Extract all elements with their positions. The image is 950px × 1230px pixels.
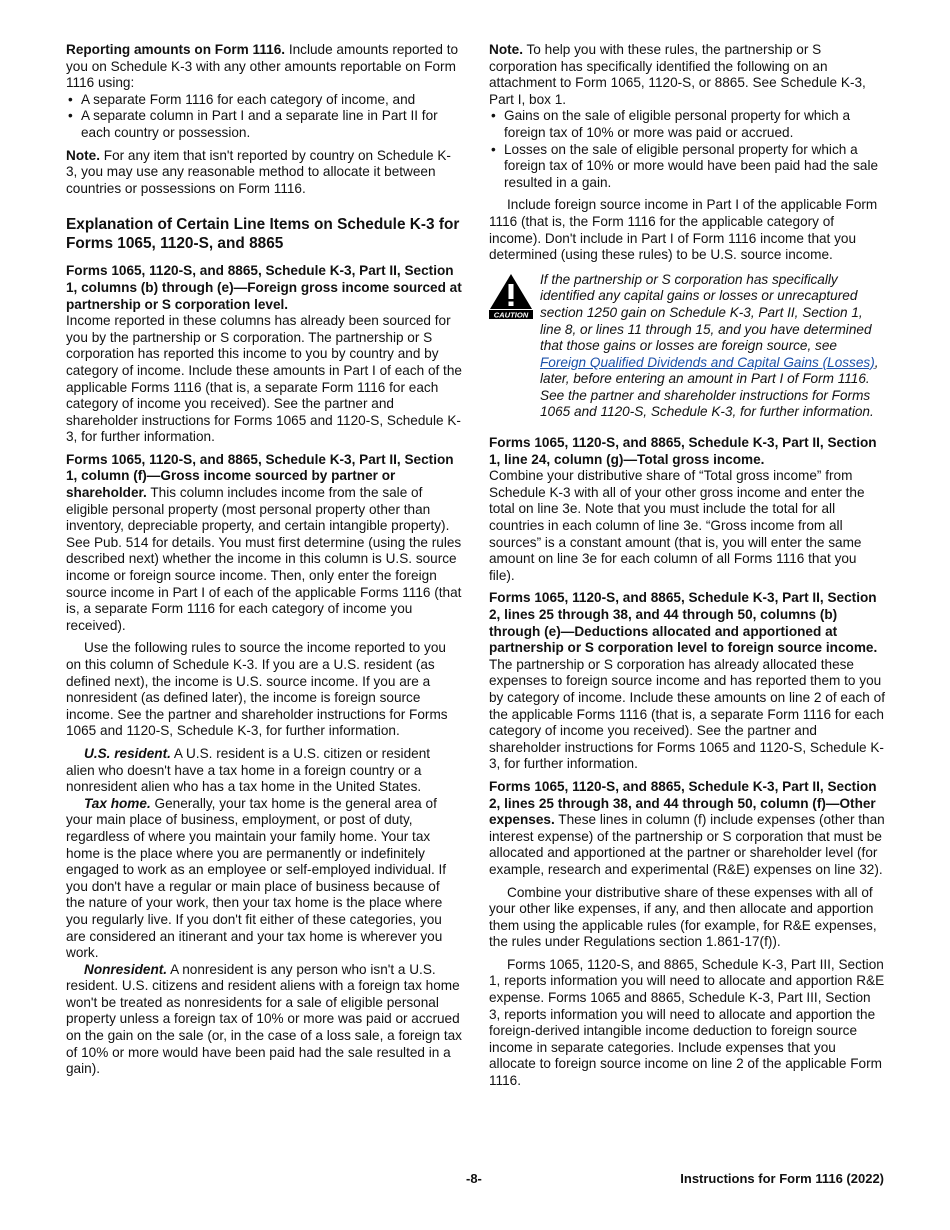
paragraph-text: Include amounts reported to you on Schedule K-3 with any other amounts reportable on Form 1116 using: <box>66 42 459 91</box>
definition-nonresident <box>66 962 462 1078</box>
definition-text: Generally, your tax home is the general area of your main place of business, employment, or post of duty, regardless of where you maintain your family home. Your tax home is the place where you are permanently or indefinitely engaged to work as an employee or self-employed individual. If you don't have a regular or main place of business because of the nature of your work, then your tax home is the place where you regularly live. If you don't fit either of these categories, you are considered an itinerant and your tax home is wherever you work. <box>66 795 447 961</box>
right-column <box>489 42 885 1096</box>
caution-box <box>489 272 885 421</box>
list-item: • Losses on the sale of eligible personal property for which a foreign tax of 10% or more would have been paid had the sale resulted in a gain. <box>489 142 885 192</box>
paragraph-k3-part2-sec1-cols-b-e <box>66 263 462 446</box>
foreign-qualified-dividends-link[interactable]: Foreign Qualified Dividends and Capital Gains (Losses) <box>540 354 875 370</box>
note-paragraph <box>66 148 462 198</box>
paragraph-sourcing-rules: Use the following rules to source the income reported to you on this column of Schedule K-3. If you are a U.S. resident (as defined next), the income is U.S. source income. If you are a nonresident (as defined later), the income is foreign source income. See the partner and shareholder instructions for Forms 1065 and 1120-S, Schedule K-3, for further information. <box>66 640 448 739</box>
section-heading: Explanation of Certain Line Items on Schedule K-3 for Forms 1065, 1120-S, and 8865 <box>66 216 460 253</box>
caution-text-part: , later, before entering an amount in Part I of Form 1116. See the partner and shareholder instructions for Forms 1065 and 1120-S, Schedule K-3, for further information. <box>540 354 879 420</box>
paragraph-part3-info: Forms 1065, 1120-S, and 8865, Schedule K-3, Part III, Section 1, reports information you will need to allocate and apportion R&E expense. Forms 1065 and 8865, Schedule K-3, Part III, Section 3, reports information you will need to allocate and apportion the foreign-derived intangible income deduction to foreign source income in separate categories. Include expenses that you allocate to foreign source income on line 2 of the applicable Form 1116. <box>489 956 885 1089</box>
note-paragraph <box>489 42 885 108</box>
page-number: -8- <box>466 1171 482 1186</box>
paragraph-combine-expenses: Combine your distributive share of these expenses with all of your other like expenses, if any, and then allocate and apportion them using the applicable rules (for example, for R&E expenses, the rules under Regulations section 1.861-17(f)). <box>489 884 877 950</box>
paragraph-text: The partnership or S corporation has already allocated these expenses to foreign source income and has reported them to you by category of income. Include these amounts on line 2 of each of the applicable Forms 1116 (that is, a separate Form 1116 for each category of income you received). See the partner and shareholder instructions for Forms 1065 and 1120-S, Schedule K-3, for further information. <box>489 656 885 772</box>
paragraph-k3-sec2-col-f <box>489 779 885 879</box>
run-in-heading: Reporting amounts on Form 1116. <box>66 42 286 57</box>
definition-us-resident <box>66 746 462 796</box>
bullet-list <box>489 108 885 191</box>
paragraph-reporting-amounts <box>66 42 462 92</box>
definition-tax-home <box>66 796 462 962</box>
run-in-heading: Forms 1065, 1120-S, and 8865, Schedule K-3, Part II, Section 2, lines 25 through 38, and 44 through 50, columns (b) through (e)—Deductions allocated and apportioned at partnership or S corporation level to foreign source income. <box>489 590 878 656</box>
run-in-heading: Forms 1065, 1120-S, and 8865, Schedule K-3, Part II, Section 1, column (f)—Gross income sourced by partner or shareholder. <box>66 451 454 501</box>
paragraph-text: Combine your distributive share of “Total gross income” from Schedule K-3 with all of your other gross income and enter the total on line 3e. Note that you must include the total for all countries in each column of line 3e. “Gross income from all sources” is a constant amount (that is, you will enter the same amount on line 3e for each column of all Forms 1116 that you file). <box>489 468 865 583</box>
run-in-heading: Forms 1065, 1120-S, and 8865, Schedule K-3, Part II, Section 1, line 24, column (g)—Total gross income. <box>489 435 877 467</box>
paragraph-text: Income reported in these columns has already been sourced for you by the partnership or S corporation. The partnership or S corporation has reported this income to you by country and by category of income. Include these amounts in Part I of each of the applicable Forms 1116 (that is, a separate Form 1116 for each category of income you received). See the partner and shareholder instructions for Forms 1065 and 1120-S, Schedule K-3, for further information. <box>66 313 462 445</box>
note-text: For any item that isn't reported by country on Schedule K-3, you may use any reasonable method to allocate it between countries or possessions on Form 1116. <box>66 147 451 196</box>
paragraph-k3-part2-sec1-col-f <box>66 452 462 635</box>
bullet-list <box>66 92 462 142</box>
caution-label: CAUTION <box>493 310 529 319</box>
paragraph-k3-line24-col-g <box>489 435 885 584</box>
left-column <box>66 42 462 1084</box>
footer-title: Instructions for Form 1116 (2022) <box>680 1171 884 1186</box>
paragraph-include-foreign-source: Include foreign source income in Part I of the applicable Form 1116 (that is, the Form 1116 for the applicable category of income). Don't include in Part I of Form 1116 income that you determined (using these rules) to be U.S. source income. <box>489 197 878 263</box>
caution-text-part: If the partnership or S corporation has specifically identified any capital gains or losses or unrecaptured section 1250 gain on Schedule K-3, Part II, Section 1, line 8, or lines 11 through 15, and you have determined that those gains or losses are foreign source, see <box>540 271 872 354</box>
term-label: Tax home. <box>84 795 151 811</box>
note-label: Note. <box>66 147 100 163</box>
caution-text <box>540 272 885 421</box>
definition-text: A U.S. resident is a U.S. citizen or resident alien who doesn't have a tax home in a foreign country or a nonresident alien who has a tax home in the United States. <box>66 745 431 795</box>
caution-icon <box>489 273 533 319</box>
note-label: Note. <box>489 42 523 57</box>
paragraph-text: These lines in column (f) include expenses (other than interest expense) of the partnership or S corporation that must be allocated and apportioned at the partner or shareholder level (for example, research and experimental (R&E) expenses on line 32). <box>489 812 885 877</box>
term-label: U.S. resident. <box>84 745 171 761</box>
run-in-heading: Forms 1065, 1120-S, and 8865, Schedule K-3, Part II, Section 1, columns (b) through (e)—Foreign gross income sourced at partnership or S corporation level. <box>66 263 462 312</box>
note-text: To help you with these rules, the partnership or S corporation has specifically identified the following on an attachment to Form 1065, 1120-S, or 8865. See Schedule K-3, Part I, box 1. <box>489 42 866 107</box>
list-item: • Gains on the sale of eligible personal property for which a foreign tax of 10% or more was paid or accrued. <box>489 108 885 141</box>
term-label: Nonresident. <box>84 961 168 977</box>
paragraph-text: This column includes income from the sale of eligible personal property (most personal property other than inventory, depreciable property, and certain intangible property). See Pub. 514 for details. You must first determine (using the rules described next) whether the income in this column is U.S. source income or foreign source income. Then, only enter the foreign source income in Part I of each of the applicable Forms 1116 (that is, a separate Form 1116 for each category of income you received). <box>66 485 462 633</box>
list-item: • A separate column in Part I and a separate line in Part II for each country or possession. <box>66 108 462 141</box>
run-in-heading: Forms 1065, 1120-S, and 8865, Schedule K-3, Part II, Section 2, lines 25 through 38, and 44 through 50, column (f)—Other expenses. <box>489 778 877 828</box>
definition-text: A nonresident is any person who isn't a U.S. resident. U.S. citizens and resident aliens with a foreign tax home won't be treated as nonresidents for a sale of eligible personal property unless a foreign tax of 10% or more was paid or accrued on the gain on the sale (or, in the case of a loss sale, a foreign tax of 10% or more would have been paid had the sale resulted in a gain). <box>66 961 462 1077</box>
paragraph-k3-sec2-cols-b-e <box>489 590 885 773</box>
list-item: • A separate Form 1116 for each category of income, and <box>66 92 462 109</box>
